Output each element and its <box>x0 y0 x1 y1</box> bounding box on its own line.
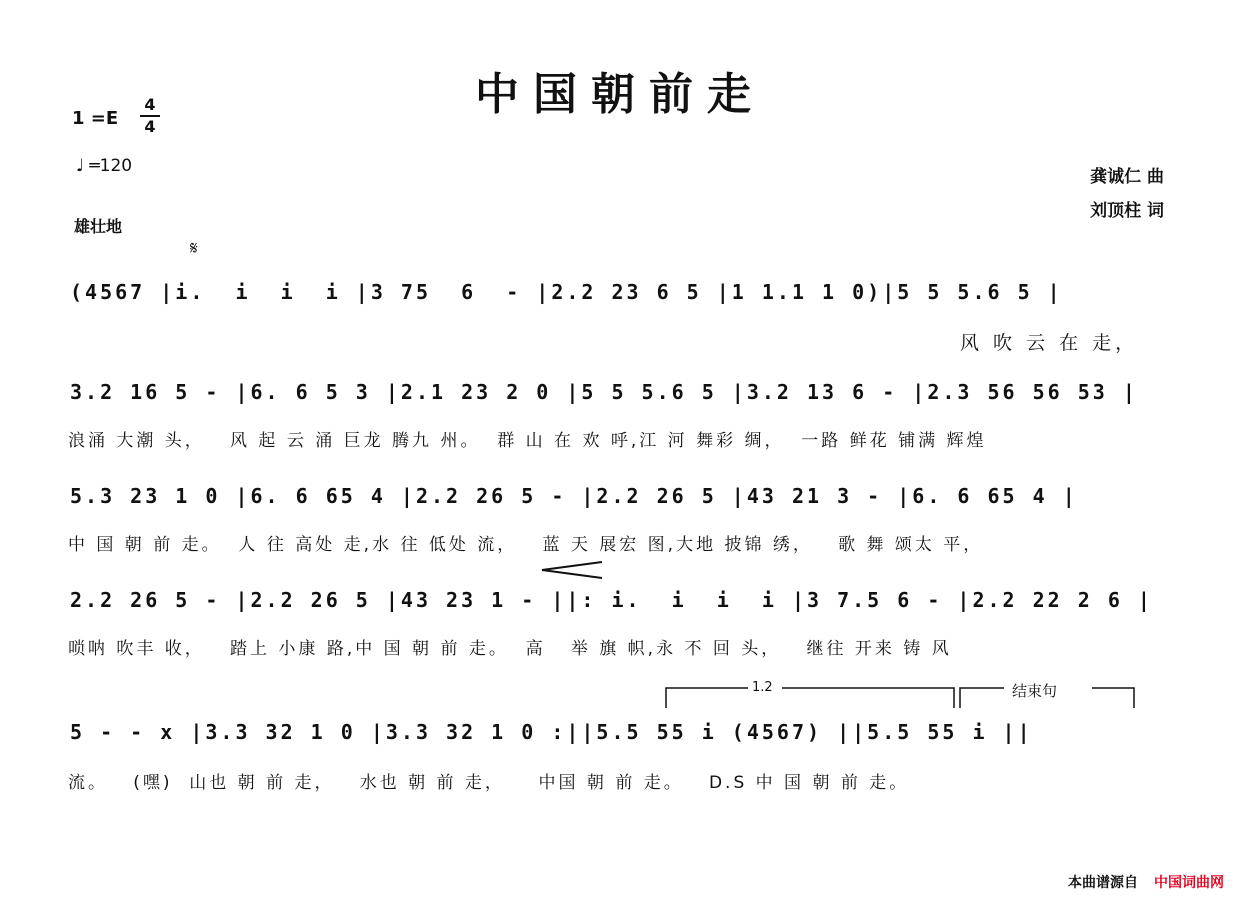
segno-icon: 𝄋 <box>190 238 198 259</box>
time-signature-top: 4 <box>144 95 156 114</box>
notation-row-1: (4567 |i. i i i |3 75 6 - |2.2 23 6 5 |1 1.1 1 0)|5 5 5.6 5 | <box>70 280 1063 304</box>
lyricist-credit: 刘顶柱 词 <box>1090 201 1164 221</box>
expression-marking: 雄壮地 <box>74 217 123 236</box>
time-signature-bottom: 4 <box>144 117 156 136</box>
tempo-marking: ♩ ═120 <box>76 156 133 176</box>
song-title: 中国朝前走 <box>475 69 765 120</box>
time-signature <box>140 96 160 136</box>
composer-credit: 龚诚仁 曲 <box>1090 167 1164 187</box>
lyrics-row-4: 唢呐 吹丰 收， 踏上 小康 路,中 国 朝 前 走。 高 举 旗 帜,永 不 回 头， 继往 开来 铸 风 <box>68 639 952 659</box>
notation-row-4: 2.2 26 5 - |2.2 26 5 |43 23 1 - ||: i. i i i |3 7.5 6 - |2.2 22 2 6 | <box>70 588 1153 612</box>
key-signature: 1 =E <box>72 108 119 129</box>
notation-row-3: 5.3 23 1 0 |6. 6 65 4 |2.2 26 5 - |2.2 26 5 |43 21 3 - |6. 6 65 4 | <box>70 484 1078 508</box>
notation-row-2: 3.2 16 5 - |6. 6 5 3 |2.1 23 2 0 |5 5 5.6 5 |3.2 13 6 - |2.3 56 56 53 | <box>70 380 1138 404</box>
lyrics-row-2: 浪涌 大潮 头， 风 起 云 涌 巨龙 腾九 州。 群 山 在 欢 呼,江 河 舞彩 绸， 一路 鲜花 铺满 辉煌 <box>68 431 987 451</box>
lyrics-row-5: 流。 (嘿) 山也 朝 前 走， 水也 朝 前 走， 中国 朝 前 走。 D.S 中 国 朝 前 走。 <box>68 773 910 793</box>
second-ending-label: 结束句 <box>1012 682 1058 700</box>
lyrics-row-3: 中 国 朝 前 走。 人 往 高处 走,水 往 低处 流， 蓝 天 展宏 图,大地 披锦 绣， 歌 舞 颂太 平， <box>68 535 984 555</box>
crescendo-hairpin <box>540 560 604 580</box>
lyrics-row-1: 风 吹 云 在 走， <box>960 332 1139 354</box>
ending-brackets <box>664 680 1144 710</box>
notation-row-5: 5 - - x |3.3 32 1 0 |3.3 32 1 0 :||5.5 55 i (4567) ||5.5 55 i || <box>70 720 1033 744</box>
credits <box>1090 160 1164 228</box>
source-site-link[interactable]: 中国词曲网 <box>1154 875 1224 891</box>
first-ending-label: 1.2 <box>752 680 773 695</box>
source-footer <box>1068 872 1224 892</box>
source-label: 本曲谱源自 <box>1068 875 1138 891</box>
